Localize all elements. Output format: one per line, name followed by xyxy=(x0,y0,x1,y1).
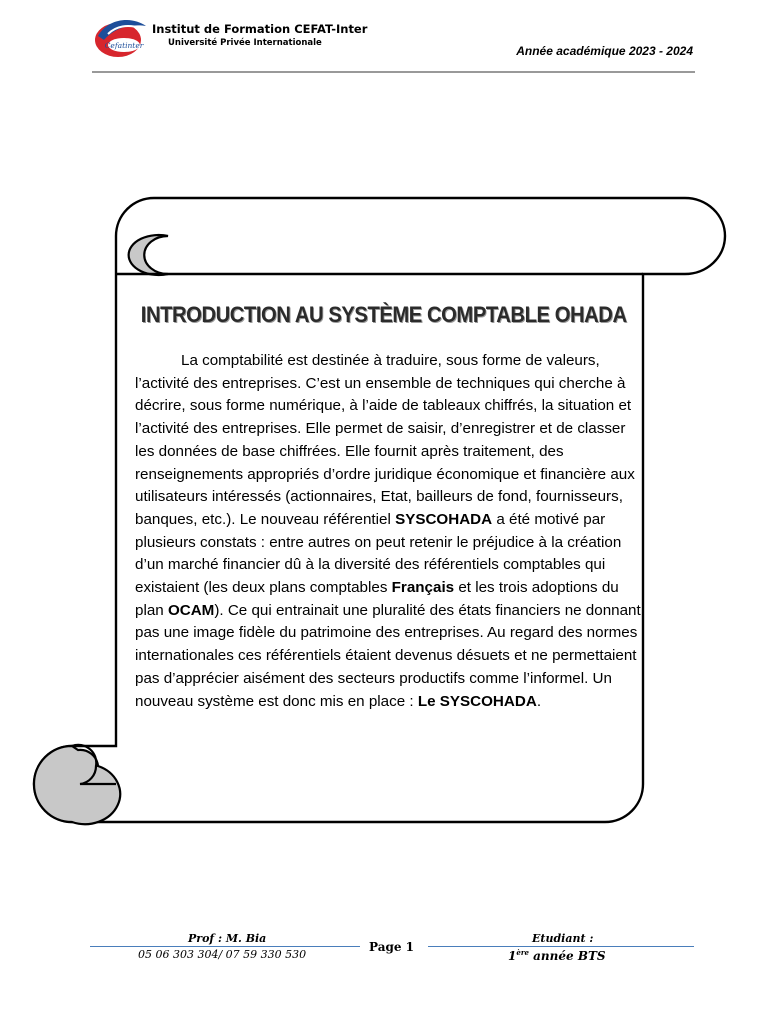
level-number: 1 xyxy=(508,949,517,963)
text-segment: renseignements appropriés d’ordre juridique économique et financière aux xyxy=(135,465,635,483)
paragraph-line xyxy=(135,464,637,487)
student-label: Etudiant : xyxy=(532,932,594,945)
paragraph-line xyxy=(135,486,637,509)
footer-rule-left xyxy=(90,946,360,947)
professor-name: Prof : M. Bia xyxy=(188,932,267,945)
text-segment: existaient (les deux plans comptables xyxy=(135,579,392,597)
text-segment: décrire, sous forme numérique, à l’aide de tableaux chiffrés, la situation et xyxy=(135,397,632,415)
text-segment: ). Ce qui entrainait une pluralité des états financiers ne donnant xyxy=(214,601,641,619)
text-segment: et les trois adoptions du xyxy=(454,579,619,597)
text-segment: plan xyxy=(135,601,168,619)
level-superscript: ère xyxy=(516,948,529,957)
logo-text: Cefatinter xyxy=(104,41,144,50)
text-segment: plusieurs constats : entre autres on peut retenir le préjudice à la création xyxy=(135,533,622,551)
text-segment: les données de base chiffrées. Elle fournit après traitement, des xyxy=(135,442,564,460)
academic-year: Année académique 2023 - 2024 xyxy=(516,44,693,58)
paragraph-line xyxy=(135,691,637,714)
text-segment: internationales ces référentiels étaient devenus désuets et ne permettaient xyxy=(135,647,637,665)
paragraph-line xyxy=(135,441,637,464)
text-segment: pas une image fidèle du patrimoine des entreprises. Au regard des normes xyxy=(135,624,638,642)
bold-term: Le SYSCOHADA xyxy=(417,692,537,710)
paragraph-line xyxy=(135,350,637,373)
text-segment: . xyxy=(536,692,542,710)
paragraph-line xyxy=(135,554,637,577)
text-segment: d’un marché financier dû à la diversité des référentiels comptables qui xyxy=(135,556,606,574)
paragraph-line xyxy=(135,645,637,668)
student-level xyxy=(508,948,606,963)
bold-term: Français xyxy=(391,579,455,597)
level-text: année BTS xyxy=(528,949,606,963)
paragraph-line xyxy=(135,509,637,532)
paragraph-line xyxy=(135,532,637,555)
footer-rule-right xyxy=(428,946,694,947)
text-segment: banques, etc.). Le nouveau référentiel xyxy=(135,510,396,528)
paragraph-line xyxy=(135,622,637,645)
text-segment: l’activité des entreprises. Elle permet de saisir, d’enregistrer et de classer xyxy=(135,420,626,438)
paragraph-line xyxy=(135,373,637,396)
body-paragraph xyxy=(135,350,641,713)
paragraph-line xyxy=(135,577,637,600)
text-segment: l’activité des entreprises. C’est un ensemble de techniques qui cherche à xyxy=(135,374,626,392)
paragraph-line xyxy=(135,418,637,441)
text-segment: pas d’apprécier aisément des secteurs productifs comme l’informel. Un xyxy=(135,669,612,687)
bold-term: SYSCOHADA xyxy=(395,510,493,528)
text-segment: utilisateurs intéressés (actionnaires, Etat, bailleurs de fond, fournisseurs, xyxy=(135,488,623,506)
text-segment: a été motivé par xyxy=(492,510,606,528)
page-footer xyxy=(0,920,768,980)
document-title: INTRODUCTION AU SYSTÈME COMPTABLE OHADA xyxy=(140,302,627,327)
text-segment: nouveau système est donc mis en place : xyxy=(135,692,418,710)
institution-subtitle: Université Privée Internationale xyxy=(168,38,322,48)
page-number: Page 1 xyxy=(369,940,415,954)
professor-phone: 05 06 303 304/ 07 59 330 530 xyxy=(138,948,307,961)
bold-term: OCAM xyxy=(167,601,215,619)
paragraph-line xyxy=(135,395,637,418)
institution-name: Institut de Formation CEFAT-Inter xyxy=(152,22,368,36)
text-segment: La comptabilité est destinée à traduire, sous forme de valeurs, xyxy=(181,352,600,369)
paragraph-line xyxy=(135,600,641,623)
paragraph-line xyxy=(135,668,637,691)
